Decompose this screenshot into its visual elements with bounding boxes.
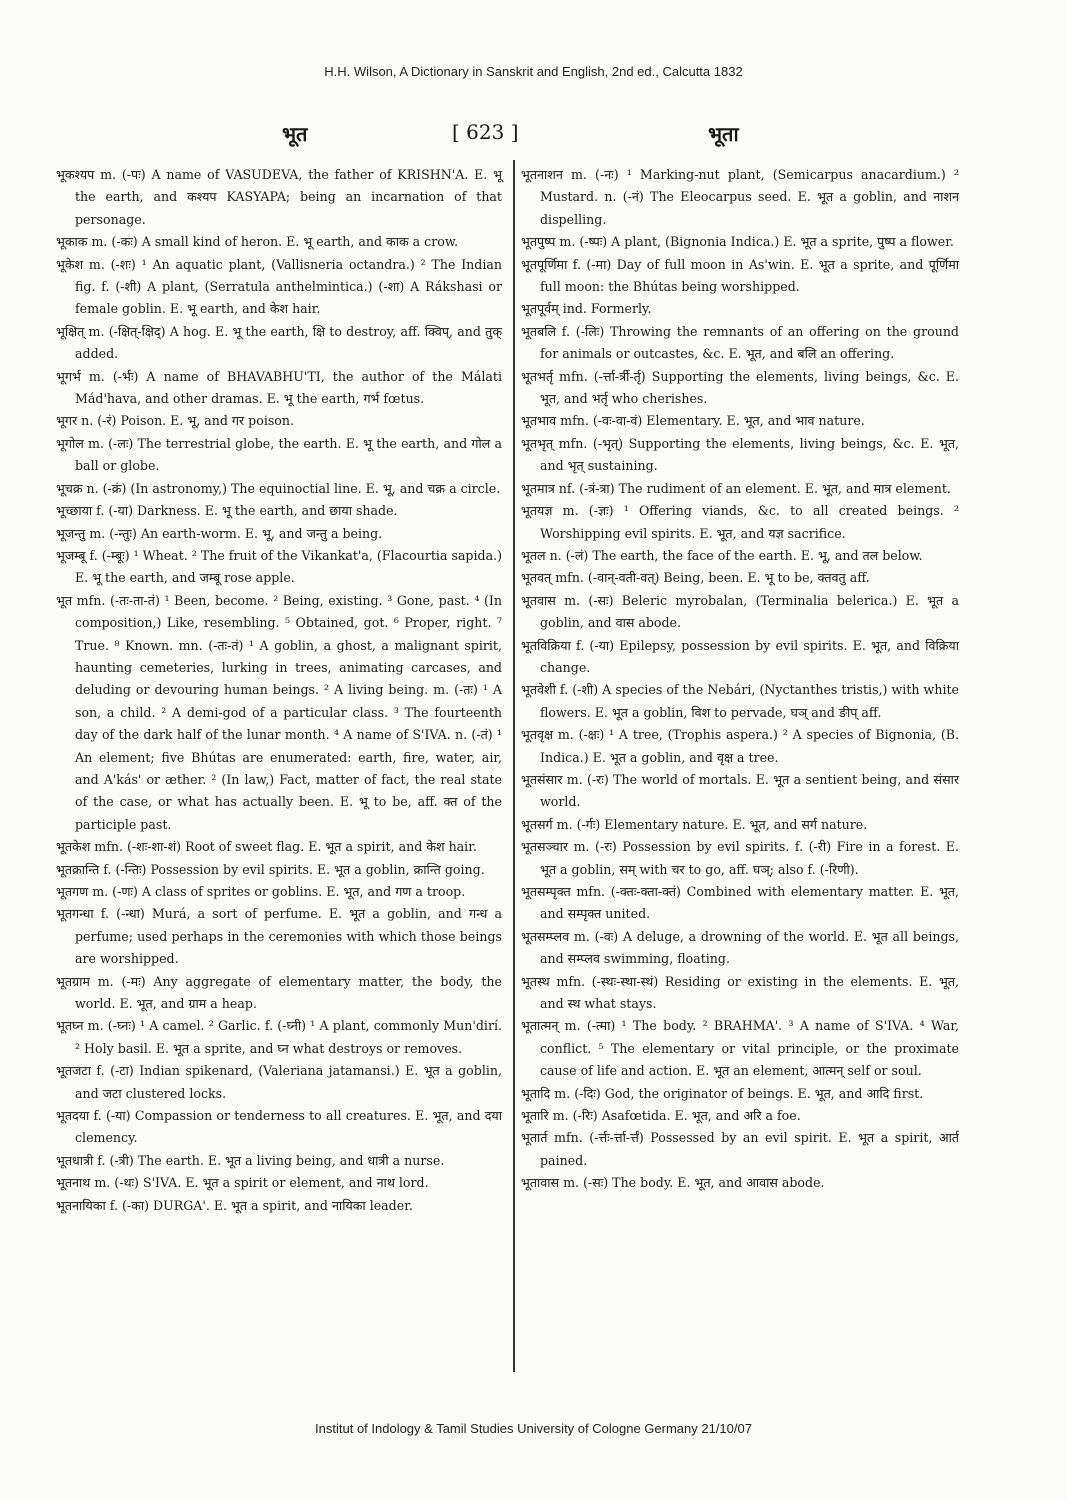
dictionary-entry: भूत mfn. (-तः-ता-तं) ¹ Been, become. ² Being, existing. ³ Gone, past. ⁴ (In composition,) Like, resembling. ⁵ Obtained, got. ⁶ Proper, right. ⁷ True. ⁸ Known. mn. (-तः-तं) ¹ A goblin, a ghost, a malignant spirit, haunting cemeteries, lurking in trees, animating carcases, and deluding or devouring human beings. ² A living being. m. (-तः) ¹ A son, a child. ² A demi-god of a particular class. ³ The fourteenth day of the dark half of the lunar month. ⁴ A name of S'IVA. n. (-तं) ¹ An element; five Bhútas are enumerated: earth, fire, water, air, and A'kás' or æther. ² (In law,) Fact, matter of fact, the real state of the case, or what has actually been. E. भू to be, aff. क्त of the participle past. bbox=[56, 592, 502, 832]
dictionary-entry: भूगर n. (-रं) Poison. E. भू, and गर poison. bbox=[56, 413, 295, 429]
dictionary-entry: भूतसर्ग m. (-र्गः) Elementary nature. E. भूत, and सर्ग nature. bbox=[521, 816, 868, 832]
dictionary-entry: भूचक्र n. (-क्रं) (In astronomy,) The equinoctial line. E. भू, and चक्र a circle. bbox=[56, 480, 501, 496]
dictionary-entry: भूतारि m. (-रिः) Asafœtida. E. भूत, and अरि a foe. bbox=[521, 1108, 801, 1124]
page-number: [ 623 ] bbox=[452, 120, 519, 144]
dictionary-entry: भूतसम्पृक्त mfn. (-क्तः-क्ता-क्तं) Combined with elementary matter. E. भूत, and सम्पृक्त united. bbox=[521, 884, 959, 922]
left-column bbox=[56, 164, 502, 1217]
dictionary-entry: भूक्षित् m. (-क्षित्-क्षिद्) A hog. E. भू the earth, क्षि to destroy, aff. क्विप्, and तुक् added. bbox=[56, 323, 502, 362]
dictionary-entry: भूतगण m. (-णः) A class of sprites or goblins. E. भूत, and गण a troop. bbox=[56, 884, 466, 899]
dictionary-entry: भूतपूर्वम् ind. Formerly. bbox=[521, 301, 652, 317]
dictionary-entry: भूतधात्री f. (-त्री) The earth. E. भूत a living being, and धात्री a nurse. bbox=[56, 1152, 445, 1168]
dictionary-entry: भूतसंसार m. (-रः) The world of mortals. E. भूत a sentient being, and संसार world. bbox=[521, 771, 959, 810]
source-note: H.H. Wilson, A Dictionary in Sanskrit and English, 2nd ed., Calcutta 1832 bbox=[324, 64, 743, 79]
dictionary-entry: भूतसञ्चार m. (-रः) Possession by evil spirits. f. (-री) Fire in a forest. E. भूत a goblin, सम् with चर to go, aff. घञ्; also f. (-रिणी). bbox=[521, 839, 959, 877]
dictionary-entry: भूतनाथ m. (-थः) S'IVA. E. भूत a spirit or element, and नाथ lord. bbox=[56, 1175, 429, 1191]
right-column bbox=[521, 164, 959, 1195]
dictionary-entry: भूकेश m. (-शः) ¹ An aquatic plant, (Vallisneria octandra.) ² The Indian fig. f. (-शी) A plant, (Serratula anthelmintica.) (-शा) A Rákshasi or female goblin. E. भू earth, and केश hair. bbox=[56, 256, 502, 317]
dictionary-entry: भूतवेशी f. (-शी) A species of the Nebári, (Nyctanthes tristis,) with white flowers. E. भूत a goblin, विश to pervade, घञ् and ङीप् aff. bbox=[521, 682, 959, 720]
dictionary-entry: भूतार्त mfn. (-र्त्तः-र्त्ता-र्त्तं) Possessed by an evil spirit. E. भूत a spirit, आर्त pained. bbox=[521, 1130, 959, 1168]
right-head-word: भूता bbox=[708, 122, 739, 146]
dictionary-entry: भूतदया f. (-या) Compassion or tenderness to all creatures. E. भूत, and दया clemency. bbox=[56, 1108, 502, 1146]
dictionary-entry: भूतयज्ञ m. (-ज्ञः) ¹ Offering viands, &c. to all created beings. ² Worshipping evil spirits. E. भूत, and यज्ञ sacrifice. bbox=[521, 503, 959, 541]
dictionary-entry: भूतविक्रिया f. (-या) Epilepsy, possession by evil spirits. E. भूत, and विक्रिया change. bbox=[521, 637, 959, 675]
dictionary-entry: भूतपूर्णिमा f. (-मा) Day of full moon in As'win. E. भूत a sprite, and पूर्णिमा full moon: the Bhútas being worshipped. bbox=[521, 256, 959, 295]
dictionary-entry: भूकाक m. (-कः) A small kind of heron. E. भू earth, and काक a crow. bbox=[56, 234, 459, 250]
dictionary-entry: भूगोल m. (-लः) The terrestrial globe, the earth. E. भू the earth, and गोल a ball or globe. bbox=[56, 435, 502, 474]
dictionary-entry: भूजन्तु m. (-न्तुः) An earth-worm. E. भू, and जन्तु a being. bbox=[56, 525, 383, 541]
dictionary-entry: भूतवृक्ष m. (-क्षः) ¹ A tree, (Trophis aspera.) ² A species of Bignonia, (B. Indica.) E. भूत a goblin, and वृक्ष a tree. bbox=[521, 727, 959, 765]
dictionary-entry: भूतग्राम m. (-मः) Any aggregate of elementary matter, the body, the world. E. भूत, and ग्राम a heap. bbox=[56, 973, 502, 1012]
dictionary-entry: भूतकेश mfn. (-शः-शा-शं) Root of sweet flag. E. भूत a spirit, and केश hair. bbox=[56, 839, 477, 855]
dictionary-entry: भूतल n. (-लं) The earth, the face of the earth. E. भू, and तल below. bbox=[521, 547, 923, 563]
dictionary-entry: भूतघ्न m. (-घ्नः) ¹ A camel. ² Garlic. f. (-घ्नी) ¹ A plant, commonly Mun'dirí. ² Holy basil. E. भूत a sprite, and घ्न what destroys or removes. bbox=[56, 1018, 502, 1056]
dictionary-entry: भूतपुष्प m. (-ष्पः) A plant, (Bignonia Indica.) E. भूत a sprite, पुष्प a flower. bbox=[521, 234, 954, 250]
dictionary-entry: भूतभर्तृ mfn. (-र्त्ता-र्त्री-र्तृ) Supporting the elements, living beings, &c. E. भूत, and भर्तृ who cherishes. bbox=[521, 368, 959, 407]
running-head bbox=[240, 120, 800, 150]
dictionary-entry: भूतबलि f. (-लिः) Throwing the remnants of an offering on the ground for animals or outcastes, &c. E. भूत, and बलि an offering. bbox=[521, 323, 959, 362]
dictionary-entry: भूतभृत् mfn. (-भृत्) Supporting the elements, living beings, &c. E. भूत, and भृत् sustaining. bbox=[521, 435, 959, 474]
dictionary-entry: भूच्छाया f. (-या) Darkness. E. भू the earth, and छाया shade. bbox=[56, 503, 398, 519]
dictionary-entry: भूतात्मन् m. (-त्मा) ¹ The body. ² BRAHMA'. ³ A name of S'IVA. ⁴ War, conflict. ⁵ The elementary or vital principle, or the proximate cause of life and action. E. भूत an element, आत्मन् self or soul. bbox=[521, 1018, 959, 1079]
dictionary-entry: भूजम्बू f. (-म्बूः) ¹ Wheat. ² The fruit of the Vikankat'a, (Flacourtia sapida.) E. भू the earth, and जम्बू rose apple. bbox=[56, 547, 502, 586]
dictionary-entry: भूतावास m. (-सः) The body. E. भूत, and आवास abode. bbox=[521, 1175, 825, 1191]
column-divider bbox=[513, 160, 515, 1372]
dictionary-entry: भूतक्रान्ति f. (-न्तिः) Possession by evil spirits. E. भूत a goblin, क्रान्ति going. bbox=[56, 861, 485, 877]
dictionary-entry: भूतनाशन m. (-नः) ¹ Marking-nut plant, (Semicarpus anacardium.) ² Mustard. n. (-नं) The Eleocarpus seed. E. भूत a goblin, and नाशन dispelling. bbox=[521, 167, 959, 227]
dictionary-entry: भूतनायिका f. (-का) DURGA'. E. भूत a spirit, and नायिका leader. bbox=[56, 1197, 413, 1213]
footer-note: Institut of Indology & Tamil Studies University of Cologne Germany 21/10/07 bbox=[315, 1421, 752, 1436]
dictionary-entry: भूतगन्धा f. (-न्धा) Murá, a sort of perfume. E. भूत a goblin, and गन्ध a perfume; used perhaps in the ceremonies with which those beings are worshipped. bbox=[56, 906, 502, 967]
dictionary-entry: भूतजटा f. (-टा) Indian spikenard, (Valeriana jatamansi.) E. भूत a goblin, and जटा clustered locks. bbox=[56, 1063, 502, 1101]
dictionary-entry: भूतमात्र nf. (-त्रं-त्रा) The rudiment of an element. E. भूत, and मात्र element. bbox=[521, 480, 951, 496]
dictionary-entry: भूगर्भ m. (-र्भः) A name of BHAVABHU'TI, the author of the Málati Mád'hava, and other dramas. E. भू the earth, गर्भ fœtus. bbox=[56, 368, 502, 407]
dictionary-entry: भूतस्थ mfn. (-स्थः-स्था-स्थं) Residing or existing in the elements. E. भूत, and स्थ what stays. bbox=[521, 973, 959, 1012]
dictionary-entry: भूतसम्प्लव m. (-वः) A deluge, a drowning of the world. E. भूत all beings, and सम्प्लव swimming, floating. bbox=[521, 928, 959, 967]
dictionary-entry: भूकश्यप m. (-पः) A name of VASUDEVA, the father of KRISHN'A. E. भू the earth, and कश्यप KASYAPA; being an incarnation of that personage. bbox=[56, 167, 502, 227]
dictionary-entry: भूतादि m. (-दिः) God, the originator of beings. E. भूत, and आदि first. bbox=[521, 1085, 924, 1101]
dictionary-entry: भूतवास m. (-सः) Beleric myrobalan, (Terminalia belerica.) E. भूत a goblin, and वास abode. bbox=[521, 592, 959, 631]
left-head-word: भूत bbox=[282, 122, 308, 146]
dictionary-entry: भूतवत् mfn. (-वान्-वती-वत्) Being, been. E. भू to be, क्तवतु aff. bbox=[521, 570, 870, 586]
dictionary-entry: भूतभाव mfn. (-वः-वा-वं) Elementary. E. भूत, and भाव nature. bbox=[521, 413, 865, 429]
